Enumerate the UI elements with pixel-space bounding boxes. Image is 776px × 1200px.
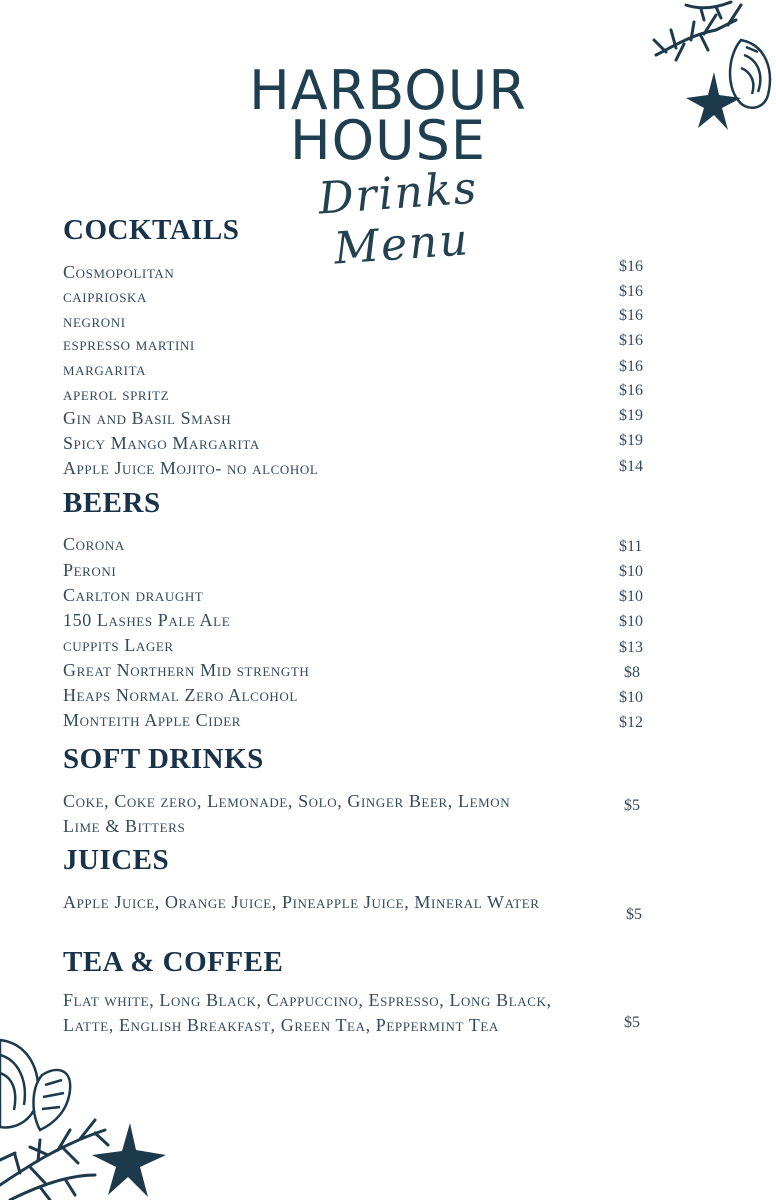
tea-coffee-list: Flat white, Long Black, Cappuccino, Espresso, Long Black, Latte, English Breakfast, Green Tea, Peppermint Tea xyxy=(63,990,552,1035)
starfish-icon xyxy=(92,1123,166,1197)
juices-list: Apple Juice, Orange Juice, Pineapple Juice, Mineral Water xyxy=(63,892,540,912)
menu-item-price: $19 xyxy=(619,432,643,449)
bottom-left-sea-decoration xyxy=(0,1035,180,1200)
menu-item-price: $10 xyxy=(619,613,643,630)
brand-name-line2: HOUSE xyxy=(289,109,487,172)
menu-item-price: $16 xyxy=(619,307,643,324)
menu-item-name: caiprioska xyxy=(63,286,148,306)
menu-item-price: $16 xyxy=(619,258,643,275)
menu-item-price: $16 xyxy=(619,358,643,375)
menu-item-price: $16 xyxy=(619,283,643,300)
menu-item-price: $8 xyxy=(624,664,640,681)
menu-script-title: Drinks Menu xyxy=(316,162,480,275)
menu-item-name: Heaps Normal Zero Alcohol xyxy=(63,685,298,705)
menu-item-price: $11 xyxy=(619,538,643,555)
menu-item-name: Spicy Mango Margarita xyxy=(63,433,260,453)
section-title-cocktails: COCKTAILS xyxy=(63,214,240,246)
menu-item-price: $13 xyxy=(619,639,643,656)
soft-drinks-list: Coke, Coke zero, Lemonade, Solo, Ginger Beer, Lemon Lime & Bitters xyxy=(63,791,511,836)
coral-icon xyxy=(654,2,741,60)
menu-item-price: $16 xyxy=(619,382,643,399)
menu-item-price: $10 xyxy=(619,563,643,580)
menu-item-name: Peroni xyxy=(63,560,117,580)
menu-item-name: Corona xyxy=(63,534,125,554)
menu-item-name: Monteith Apple Cider xyxy=(63,710,242,730)
juices-price: $5 xyxy=(626,906,642,923)
coral-icon xyxy=(0,1120,108,1200)
menu-item-price: $10 xyxy=(619,588,643,605)
menu-item-price: $12 xyxy=(619,714,643,731)
menu-item-price: $14 xyxy=(619,458,643,475)
menu-item-price: $10 xyxy=(619,689,643,706)
menu-item-name: espresso martini xyxy=(63,334,195,354)
menu-item-name: cuppits Lager xyxy=(63,635,174,655)
section-title-tea-coffee: TEA & COFFEE xyxy=(63,946,284,978)
menu-item-price: $16 xyxy=(619,332,643,349)
tea-coffee-price: $5 xyxy=(624,1014,640,1031)
brand-name-line1: HARBOUR xyxy=(249,59,527,122)
menu-item-name: Apple Juice Mojito- no alcohol xyxy=(63,458,319,478)
menu-item-name: Cosmopolitan xyxy=(63,262,175,282)
soft-drinks-price: $5 xyxy=(624,797,640,814)
shell-icon xyxy=(0,1040,70,1130)
section-title-soft-drinks: SOFT DRINKS xyxy=(63,743,264,775)
menu-item-name: margarita xyxy=(63,359,147,379)
menu-item-name: negroni xyxy=(63,311,126,331)
menu-item-name: Carlton draught xyxy=(63,585,204,605)
menu-item-name: aperol spritz xyxy=(63,384,170,404)
menu-item-name: Gin and Basil Smash xyxy=(63,408,232,428)
menu-item-name: 150 Lashes Pale Ale xyxy=(63,610,231,630)
section-title-beers: BEERS xyxy=(63,487,161,519)
menu-item-price: $19 xyxy=(619,407,643,424)
menu-item-name: Great Northern Mid strength xyxy=(63,660,310,680)
section-title-juices: JUICES xyxy=(63,844,170,876)
